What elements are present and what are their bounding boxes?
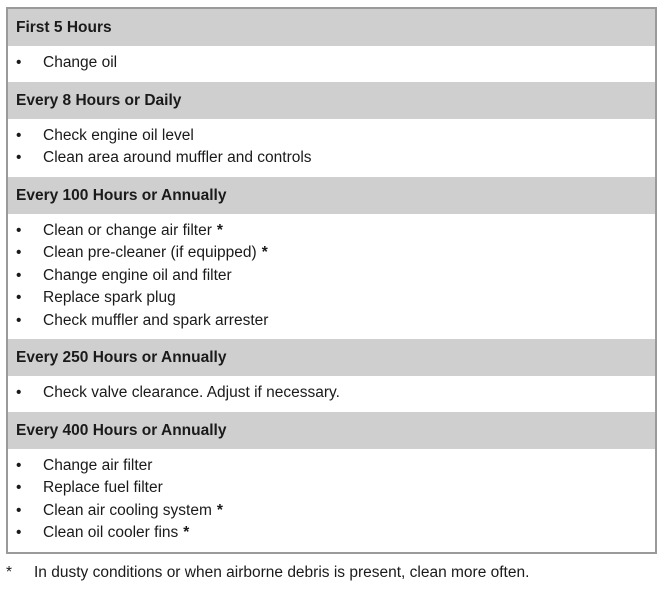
bullet-icon: • — [16, 524, 22, 541]
list-item — [8, 52, 655, 75]
list-item — [8, 477, 655, 500]
section-body — [8, 449, 655, 552]
section-header: Every 100 Hours or Annually — [8, 177, 655, 214]
list-item — [8, 220, 655, 243]
bullet-icon: • — [16, 149, 22, 166]
asterisk-mark: * — [216, 501, 223, 519]
footnote-asterisk: * — [6, 564, 13, 581]
item-text: Change engine oil and filter — [43, 266, 232, 284]
list-item — [8, 522, 655, 545]
item-text: Replace fuel filter — [43, 479, 163, 496]
bullet-icon: • — [16, 221, 22, 239]
bullet-icon: • — [16, 456, 22, 474]
item-text: Change oil — [43, 54, 118, 71]
bullet-icon: • — [16, 126, 22, 144]
bullet-icon: • — [16, 54, 22, 71]
section-first-5-hours — [8, 9, 655, 82]
list-item — [8, 382, 655, 405]
section-body — [8, 376, 655, 412]
list-item — [8, 242, 655, 265]
bullet-icon: • — [16, 384, 22, 401]
section-every-250-hours — [8, 339, 655, 412]
list-item — [8, 265, 655, 288]
item-text: Check muffler and spark arrester — [43, 311, 269, 329]
list-item — [8, 125, 655, 148]
item-text: Clean oil cooler fins — [43, 524, 179, 541]
item-text: Replace spark plug — [43, 289, 176, 306]
asterisk-mark: * — [216, 221, 223, 239]
list-item — [8, 287, 655, 310]
bullet-icon: • — [16, 501, 22, 519]
section-every-100-hours — [8, 177, 655, 340]
section-header: Every 250 Hours or Annually — [8, 339, 655, 376]
list-item — [8, 500, 655, 523]
maintenance-schedule-table — [6, 7, 657, 554]
section-header: Every 400 Hours or Annually — [8, 412, 655, 449]
bullet-icon: • — [16, 244, 22, 261]
bullet-icon: • — [16, 289, 22, 306]
item-text: Check engine oil level — [43, 126, 194, 144]
section-body — [8, 214, 655, 340]
item-text: Clean pre-cleaner (if equipped) — [43, 244, 257, 261]
item-text: Clean or change air filter — [43, 221, 212, 239]
list-item — [8, 310, 655, 333]
footnote — [6, 564, 529, 582]
asterisk-mark: * — [261, 244, 268, 261]
section-every-400-hours — [8, 412, 655, 552]
item-text: Clean area around muffler and controls — [43, 149, 312, 166]
item-text: Clean air cooling system — [43, 501, 212, 519]
section-header: First 5 Hours — [8, 9, 655, 46]
item-text: Change air filter — [43, 456, 153, 474]
bullet-icon: • — [16, 479, 22, 496]
section-body — [8, 119, 655, 177]
list-item — [8, 455, 655, 478]
list-item — [8, 147, 655, 170]
item-text: Check valve clearance. Adjust if necessary. — [43, 384, 340, 401]
footnote-text: In dusty conditions or when airborne debris is present, clean more often. — [34, 564, 530, 581]
section-every-8-hours — [8, 82, 655, 177]
asterisk-mark: * — [183, 524, 190, 541]
section-header: Every 8 Hours or Daily — [8, 82, 655, 119]
section-body — [8, 46, 655, 82]
bullet-icon: • — [16, 311, 22, 329]
bullet-icon: • — [16, 266, 22, 284]
